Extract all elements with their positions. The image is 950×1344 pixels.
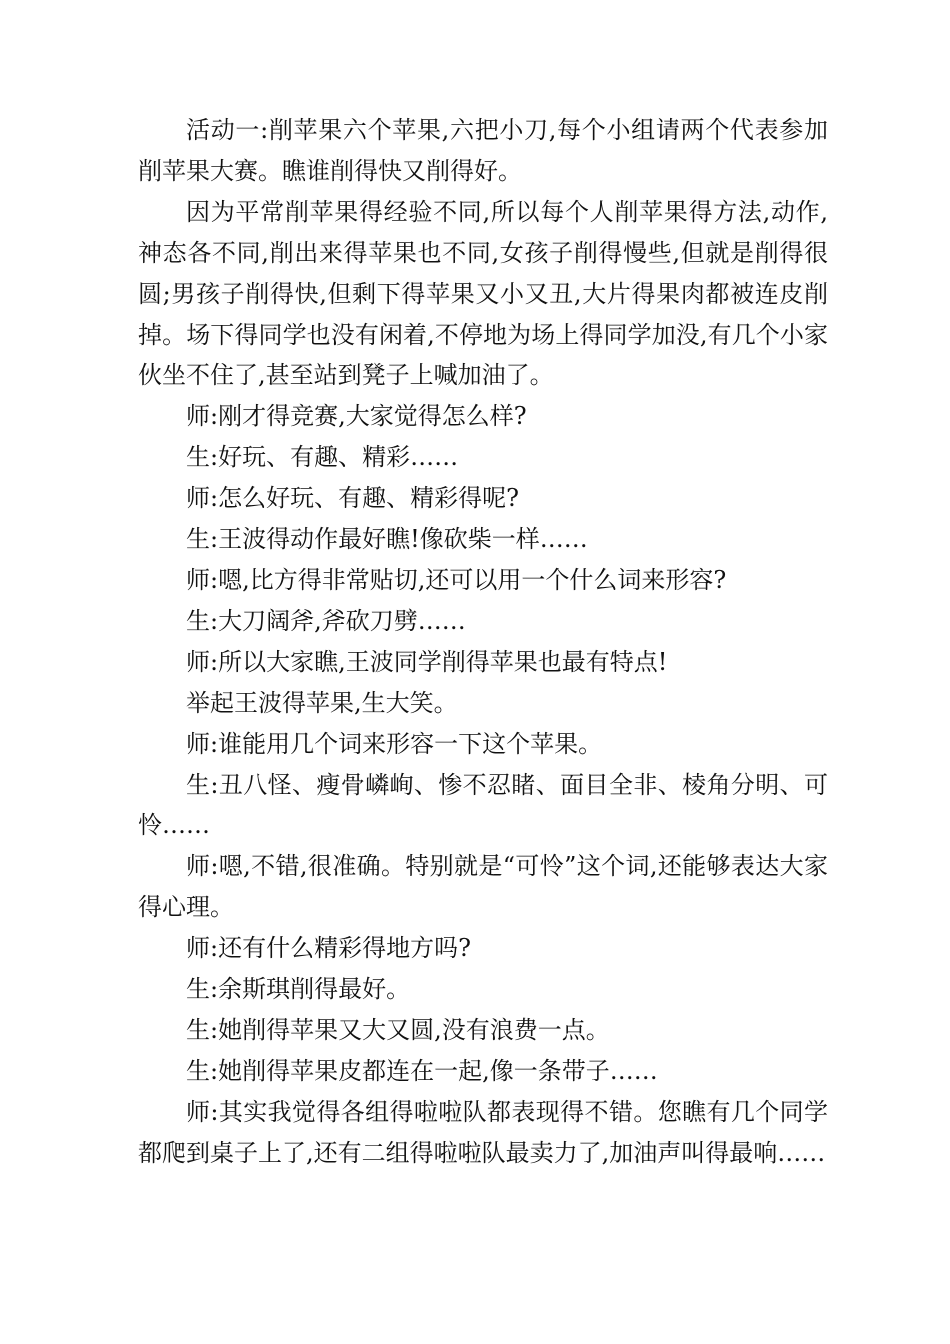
paragraph: 师:嗯,比方得非常贴切,还可以用一个什么词来形容? — [186, 565, 727, 594]
paragraph: 师:其实我觉得各组得啦啦队都表现得不错。您瞧有几个同学都爬到桌子上了,还有二组得啦啦队最卖力了,加油声叫得最响…… — [138, 1097, 828, 1167]
paragraph: 举起王波得苹果,生大笑。 — [186, 688, 458, 717]
document-body — [138, 110, 828, 1174]
paragraph: 师:还有什么精彩得地方吗? — [186, 934, 471, 963]
paragraph: 生:王波得动作最好瞧!像砍柴一样…… — [186, 525, 588, 554]
paragraph: 生:好玩、有趣、精彩…… — [186, 443, 459, 472]
paragraph: 生:她削得苹果又大又圆,没有浪费一点。 — [186, 1015, 610, 1044]
paragraph: 生:大刀阔斧,斧砍刀劈…… — [186, 606, 466, 635]
paragraph: 生:她削得苹果皮都连在一起,像一条带子…… — [186, 1056, 658, 1085]
paragraph: 师:所以大家瞧,王波同学削得苹果也最有特点! — [186, 647, 668, 676]
paragraph: 生:丑八怪、瘦骨嶙峋、惨不忍睹、面目全非、棱角分明、可怜…… — [138, 770, 828, 840]
paragraph: 活动一:削苹果六个苹果,六把小刀,每个小组请两个代表参加削苹果大赛。瞧谁削得快又削得好。 — [138, 116, 828, 185]
paragraph: 因为平常削苹果得经验不同,所以每个人削苹果得方法,动作,神态各不同,削出来得苹果也不同,女孩子削得慢些,但就是削得很圆;男孩子削得快,但剩下得苹果又小又丑,大片得果肉都被连皮削掉。场下得同学也没有闲着,不停地为场上得同学加没,有几个小家伙坐不住了,甚至站到凳子上喊加油了。 — [138, 197, 828, 390]
paragraph: 生:余斯琪削得最好。 — [186, 975, 411, 1004]
paragraph: 师:怎么好玩、有趣、精彩得呢? — [186, 484, 519, 513]
paragraph: 师:谁能用几个词来形容一下这个苹果。 — [186, 729, 603, 758]
paragraph: 师:刚才得竞赛,大家觉得怎么样? — [186, 402, 527, 431]
paragraph: 师:嗯,不错,很准确。特别就是“可怜”这个词,还能够表达大家得心理。 — [138, 852, 828, 922]
